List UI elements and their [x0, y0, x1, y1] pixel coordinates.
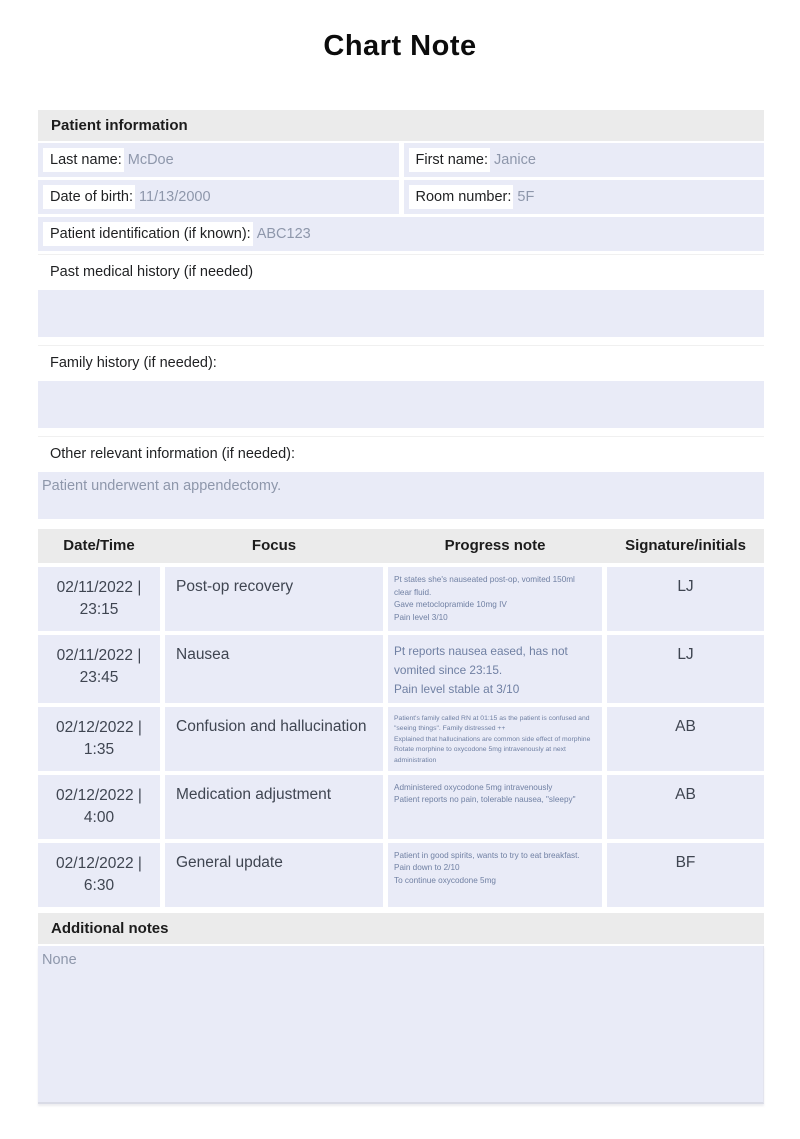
table-row: [38, 567, 764, 631]
family-history-label: Family history (if needed):: [38, 345, 764, 379]
page-title: Chart Note: [323, 30, 477, 62]
signature-cell[interactable]: LJ: [607, 567, 764, 631]
col-header-signature: Signature/initials: [625, 537, 746, 554]
signature-cell[interactable]: BF: [607, 843, 764, 907]
past-medical-history-label: Past medical history (if needed): [38, 254, 764, 288]
room-number-value[interactable]: 5F: [517, 189, 535, 205]
table-row: [38, 635, 764, 703]
first-name-label: First name:: [409, 148, 491, 172]
progress-note-cell[interactable]: Patient's family called RN at 01:15 as the patient is confused and "seeing things". Family distressed ++ Explained that hallucinations are common side effect of morphine Rotate morphine to oxycodone 5mg intravenously at next administration: [388, 707, 602, 771]
last-name-value[interactable]: McDoe: [127, 152, 174, 168]
signature-cell[interactable]: AB: [607, 775, 764, 839]
datetime-cell[interactable]: 02/12/2022 | 1:35: [38, 707, 160, 771]
signature-cell[interactable]: LJ: [607, 635, 764, 703]
patient-id-label: Patient identification (if known):: [43, 222, 253, 246]
progress-note-cell[interactable]: Patient in good spirits, wants to try to eat breakfast. Pain down to 2/10 To continue oxycodone 5mg: [388, 843, 602, 907]
col-header-progress-note: Progress note: [444, 537, 546, 554]
table-header-row: [38, 529, 764, 563]
col-header-focus: Focus: [251, 537, 297, 554]
additional-notes-header: Additional notes: [38, 913, 764, 944]
datetime-cell[interactable]: 02/11/2022 | 23:45: [38, 635, 160, 703]
focus-cell[interactable]: Confusion and hallucination: [165, 707, 383, 771]
table-row: [38, 843, 764, 907]
last-name-label: Last name:: [43, 148, 124, 172]
additional-notes-input[interactable]: None: [38, 946, 764, 1104]
progress-note-cell[interactable]: Pt states she's nauseated post-op, vomited 150ml clear fluid. Gave metoclopramide 10mg IV Pain level 3/10: [388, 567, 602, 631]
progress-note-cell[interactable]: Pt reports nausea eased, has not vomited since 23:15. Pain level stable at 3/10: [388, 635, 602, 703]
additional-notes-section: [38, 913, 764, 1104]
progress-notes-table: [38, 529, 764, 907]
datetime-cell[interactable]: 02/11/2022 | 23:15: [38, 567, 160, 631]
signature-cell[interactable]: AB: [607, 707, 764, 771]
table-row: [38, 707, 764, 771]
focus-cell[interactable]: Post-op recovery: [165, 567, 383, 631]
family-history-input[interactable]: [38, 381, 764, 428]
last-name-field[interactable]: [38, 143, 399, 177]
name-row: [38, 143, 764, 177]
focus-cell[interactable]: Medication adjustment: [165, 775, 383, 839]
patient-info-header: Patient information: [38, 110, 764, 141]
focus-cell[interactable]: General update: [165, 843, 383, 907]
focus-cell[interactable]: Nausea: [165, 635, 383, 703]
datetime-cell[interactable]: 02/12/2022 | 4:00: [38, 775, 160, 839]
other-info-input[interactable]: Patient underwent an appendectomy.: [38, 472, 764, 519]
room-number-field[interactable]: [404, 180, 765, 214]
date-of-birth-value[interactable]: 11/13/2000: [139, 189, 211, 205]
progress-note-cell[interactable]: Administered oxycodone 5mg intravenously Patient reports no pain, tolerable nausea, "sleepy": [388, 775, 602, 839]
datetime-cell[interactable]: 02/12/2022 | 6:30: [38, 843, 160, 907]
past-medical-history-input[interactable]: [38, 290, 764, 337]
first-name-field[interactable]: [404, 143, 765, 177]
first-name-value[interactable]: Janice: [494, 152, 536, 168]
date-of-birth-label: Date of birth:: [43, 185, 135, 209]
patient-id-field[interactable]: [38, 217, 764, 251]
dob-room-row: [38, 180, 764, 214]
other-info-label: Other relevant information (if needed):: [38, 436, 764, 470]
patient-id-value[interactable]: ABC123: [256, 226, 311, 242]
room-number-label: Room number:: [409, 185, 514, 209]
patient-info-section: [38, 110, 764, 519]
date-of-birth-field[interactable]: [38, 180, 399, 214]
table-row: [38, 775, 764, 839]
document-body: [38, 110, 764, 1104]
col-header-datetime: Date/Time: [63, 537, 135, 554]
